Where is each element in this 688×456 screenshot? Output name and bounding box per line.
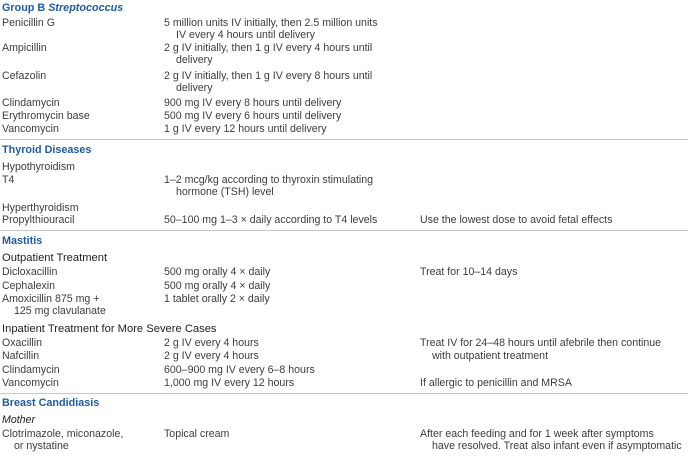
outpatient-label: Outpatient Treatment xyxy=(2,252,108,264)
note-text: Use the lowest dose to avoid fetal effects xyxy=(420,214,613,226)
drug-name: Erythromycin base xyxy=(2,110,90,122)
drug-name: Vancomycin xyxy=(2,123,59,135)
note-text: with outpatient treatment xyxy=(432,350,549,362)
note-text: Treat IV for 24–48 hours until afebrile then continue xyxy=(420,337,662,349)
dose-text: 2 g IV every 4 hours xyxy=(164,337,259,349)
dose-text: 600–900 mg IV every 6–8 hours xyxy=(164,364,315,376)
drug-name: Ampicillin xyxy=(2,42,47,54)
inpatient-label: Inpatient Treatment for More Severe Cases xyxy=(2,323,217,335)
note-text-cont: have resolved. Treat also infant even if asymptomatic xyxy=(432,440,682,452)
dose-text: 1 g IV every 12 hours until delivery xyxy=(164,123,327,135)
drug-name: Penicillin G xyxy=(2,17,55,29)
dose-text: 2 g IV initially, then 1 g IV every 8 hours until xyxy=(164,70,373,82)
section-divider xyxy=(0,139,688,140)
drug-name: Clotrimazole, miconazole, xyxy=(2,428,124,440)
dose-text-cont: delivery xyxy=(176,82,213,94)
drug-name-cont: 125 mg clavulanate xyxy=(14,305,106,317)
hyperthyroidism-label: Hyperthyroidism xyxy=(2,202,79,214)
dose-text: 5 million units IV initially, then 2.5 million units xyxy=(164,17,378,29)
dose-text: 900 mg IV every 8 hours until delivery xyxy=(164,97,342,109)
thyroid-title: Thyroid Diseases xyxy=(2,144,92,156)
drug-name: Cephalexin xyxy=(2,280,56,292)
candidiasis-title: Breast Candidiasis xyxy=(2,397,100,409)
note-text: After each feeding and for 1 week after symptoms xyxy=(420,428,654,440)
drug-name: Cefazolin xyxy=(2,70,47,82)
drug-name: T4 xyxy=(2,174,15,186)
dose-text-cont: IV every 4 hours until delivery xyxy=(176,29,315,41)
drug-name: Clindamycin xyxy=(2,364,60,376)
dose-text: 500 mg orally 4 × daily xyxy=(164,266,271,278)
dose-text: 2 g IV initially, then 1 g IV every 4 hours until xyxy=(164,42,373,54)
dose-text: 50–100 mg 1–3 × daily according to T4 levels xyxy=(164,214,378,226)
dose-text: 1–2 mcg/kg according to thyroxin stimulating xyxy=(164,174,374,186)
section-divider xyxy=(0,230,688,231)
dose-text: 500 mg orally 4 × daily xyxy=(164,280,271,292)
dose-text: Topical cream xyxy=(164,428,230,440)
note-text: Treat for 10–14 days xyxy=(420,266,518,278)
dose-text-cont: hormone (TSH) level xyxy=(176,186,274,198)
drug-name: Propylthiouracil xyxy=(2,214,75,226)
mother-label: Mother xyxy=(2,414,35,426)
drug-name: Amoxicillin 875 mg + xyxy=(2,293,100,305)
gbs-title: Group B xyxy=(2,2,49,14)
dose-text: 1,000 mg IV every 12 hours xyxy=(164,377,295,389)
drug-name-cont: or nystatine xyxy=(14,440,69,452)
section-divider xyxy=(0,393,688,394)
gbs-title-italic: Streptococcus xyxy=(48,2,124,14)
dose-text: 1 tablet orally 2 × daily xyxy=(164,293,270,305)
drug-name: Dicloxacillin xyxy=(2,266,58,278)
drug-name: Clindamycin xyxy=(2,97,60,109)
drug-name: Oxacillin xyxy=(2,337,43,349)
note-text: If allergic to penicillin and MRSA xyxy=(420,377,572,389)
drug-name: Vancomycin xyxy=(2,377,59,389)
mastitis-title: Mastitis xyxy=(2,235,43,247)
hypothyroidism-label: Hypothyroidism xyxy=(2,161,76,173)
drug-name: Nafcillin xyxy=(2,350,40,362)
dose-text: 2 g IV every 4 hours xyxy=(164,350,259,362)
dose-text: 500 mg IV every 6 hours until delivery xyxy=(164,110,342,122)
dose-text-cont: delivery xyxy=(176,54,213,66)
